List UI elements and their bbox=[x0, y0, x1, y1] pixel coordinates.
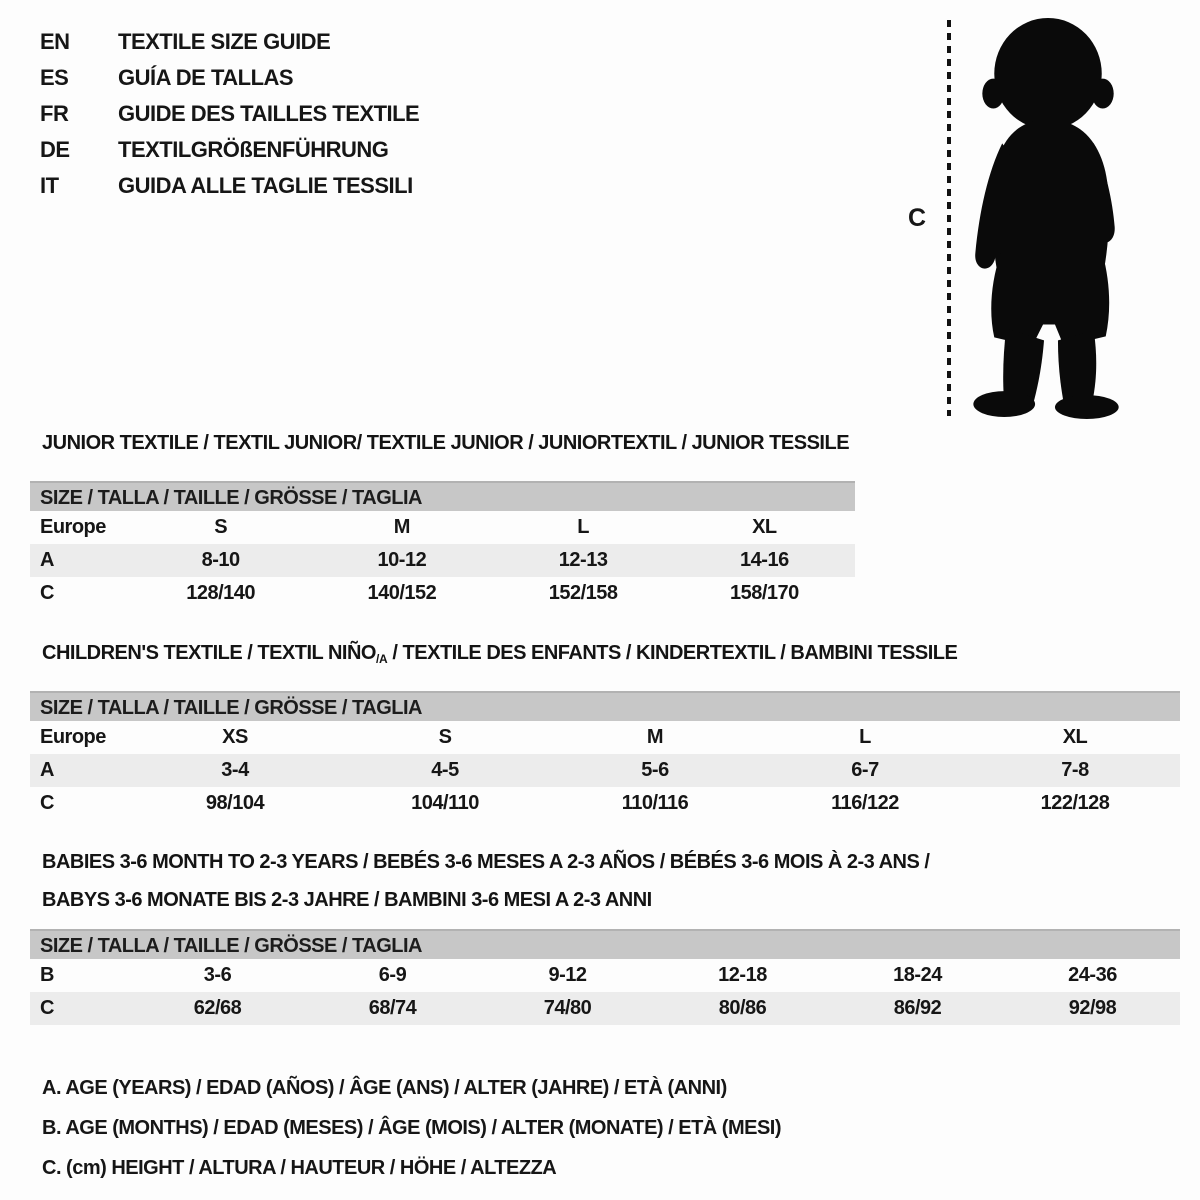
table-row bbox=[30, 959, 1180, 992]
height-measure-line bbox=[947, 20, 951, 416]
table-row bbox=[30, 721, 1180, 754]
language-row bbox=[40, 24, 419, 60]
table-cell: 110/116 bbox=[621, 792, 689, 814]
language-row bbox=[40, 60, 419, 96]
table-cell: XS bbox=[222, 726, 248, 748]
language-code: FR bbox=[40, 101, 69, 126]
table-cell: 14-16 bbox=[740, 549, 789, 571]
table-cell: 6-7 bbox=[851, 759, 879, 781]
table-cell: XL bbox=[1062, 726, 1088, 748]
language-row bbox=[40, 168, 419, 204]
height-measure-label: C bbox=[908, 204, 927, 232]
size-header-bar: SIZE / TALLA / TAILLE / GRÖSSE / TAGLIA bbox=[30, 929, 1180, 959]
table-cell: 116/122 bbox=[831, 792, 899, 814]
table-cell: 9-12 bbox=[548, 964, 587, 986]
language-row bbox=[40, 96, 419, 132]
toddler-silhouette-icon bbox=[960, 12, 1140, 420]
table-cell: 92/98 bbox=[1068, 997, 1117, 1019]
babies-size-table bbox=[30, 929, 1180, 1025]
table-cell: 18-24 bbox=[893, 964, 942, 986]
table-row bbox=[30, 511, 855, 544]
children-heading-subscript: /A bbox=[375, 652, 388, 666]
table-cell: 74/80 bbox=[543, 997, 592, 1019]
table-cell: 68/74 bbox=[368, 997, 417, 1019]
language-code: DE bbox=[40, 137, 70, 162]
table-cell: 12-13 bbox=[558, 549, 608, 571]
legend-line-a: A. AGE (YEARS) / EDAD (AÑOS) / ÂGE (ANS) / ALTER (JAHRE) / ETÀ (ANNI) bbox=[42, 1077, 727, 1099]
table-cell: 8-10 bbox=[201, 549, 240, 571]
language-title: TEXTILGRÖßENFÜHRUNG bbox=[118, 137, 389, 162]
table-cell: M bbox=[393, 516, 410, 538]
table-cell: 104/110 bbox=[411, 792, 479, 814]
row-label: C bbox=[40, 582, 54, 604]
table-cell: S bbox=[214, 516, 228, 538]
language-code: IT bbox=[40, 173, 59, 198]
language-title: GUÍA DE TALLAS bbox=[118, 65, 294, 90]
size-header-bar: SIZE / TALLA / TAILLE / GRÖSSE / TAGLIA bbox=[30, 691, 1180, 721]
children-section-heading bbox=[42, 642, 957, 666]
table-cell: 7-8 bbox=[1061, 759, 1089, 781]
table-cell: M bbox=[646, 726, 664, 748]
table-cell: 140/152 bbox=[367, 582, 437, 604]
children-heading-text-2: / TEXTILE DES ENFANTS / KINDERTEXTIL / BAMBINI TESSILE bbox=[387, 642, 958, 664]
table-cell: 6-9 bbox=[378, 964, 407, 986]
table-cell: 24-36 bbox=[1068, 964, 1117, 986]
language-code: EN bbox=[40, 29, 70, 54]
row-label: C bbox=[40, 792, 54, 814]
language-title: GUIDA ALLE TAGLIE TESSILI bbox=[118, 173, 413, 198]
table-cell: 62/68 bbox=[193, 997, 242, 1019]
table-cell: XL bbox=[752, 516, 777, 538]
row-label: B bbox=[40, 964, 54, 986]
children-size-table bbox=[30, 691, 1180, 820]
row-label: A bbox=[40, 549, 54, 571]
row-label: A bbox=[40, 759, 54, 781]
babies-section-heading-line2: BABYS 3-6 MONATE BIS 2-3 JAHRE / BAMBINI 3-6 MESI A 2-3 ANNI bbox=[42, 889, 652, 911]
legend-line-b: B. AGE (MONTHS) / EDAD (MESES) / ÂGE (MOIS) / ALTER (MONATE) / ETÀ (MESI) bbox=[42, 1117, 782, 1139]
table-cell: 98/104 bbox=[205, 792, 265, 814]
table-cell: 10-12 bbox=[377, 549, 427, 571]
table-cell: 5-6 bbox=[641, 759, 669, 781]
table-cell: 3-6 bbox=[203, 964, 232, 986]
table-cell: 12-18 bbox=[718, 964, 767, 986]
legend-line-c: C. (cm) HEIGHT / ALTURA / HAUTEUR / HÖHE / ALTEZZA bbox=[42, 1157, 557, 1179]
table-row bbox=[30, 787, 1180, 820]
children-heading-text: CHILDREN'S TEXTILE / TEXTIL NIÑO bbox=[42, 642, 376, 664]
size-header-bar: SIZE / TALLA / TAILLE / GRÖSSE / TAGLIA bbox=[30, 481, 855, 511]
language-row bbox=[40, 132, 419, 168]
junior-section-heading: JUNIOR TEXTILE / TEXTIL JUNIOR/ TEXTILE JUNIOR / JUNIORTEXTIL / JUNIOR TESSILE bbox=[42, 432, 850, 454]
language-list bbox=[40, 24, 419, 204]
table-cell: L bbox=[577, 516, 589, 538]
babies-section-heading-line1: BABIES 3-6 MONTH TO 2-3 YEARS / BEBÉS 3-6 MESES A 2-3 AÑOS / BÉBÉS 3-6 MOIS À 2-3 ANS / bbox=[42, 851, 930, 873]
language-title: GUIDE DES TAILLES TEXTILE bbox=[118, 101, 420, 126]
table-cell: 4-5 bbox=[431, 759, 459, 781]
table-row bbox=[30, 577, 855, 610]
table-cell: 158/170 bbox=[729, 582, 799, 604]
junior-size-table bbox=[30, 481, 855, 610]
language-code: ES bbox=[40, 65, 69, 90]
table-cell: 152/158 bbox=[548, 582, 618, 604]
table-cell: L bbox=[859, 726, 871, 748]
table-cell: 128/140 bbox=[186, 582, 256, 604]
table-cell: S bbox=[438, 726, 452, 748]
table-row bbox=[30, 754, 1180, 787]
table-cell: 3-4 bbox=[221, 759, 249, 781]
row-label: Europe bbox=[40, 516, 106, 538]
table-row bbox=[30, 544, 855, 577]
table-cell: 122/128 bbox=[1040, 792, 1110, 814]
row-label: Europe bbox=[40, 726, 106, 748]
table-cell: 86/92 bbox=[893, 997, 942, 1019]
language-title: TEXTILE SIZE GUIDE bbox=[118, 29, 331, 54]
measure-legend bbox=[42, 1068, 781, 1188]
row-label: C bbox=[40, 997, 54, 1019]
table-row bbox=[30, 992, 1180, 1025]
table-cell: 80/86 bbox=[718, 997, 767, 1019]
